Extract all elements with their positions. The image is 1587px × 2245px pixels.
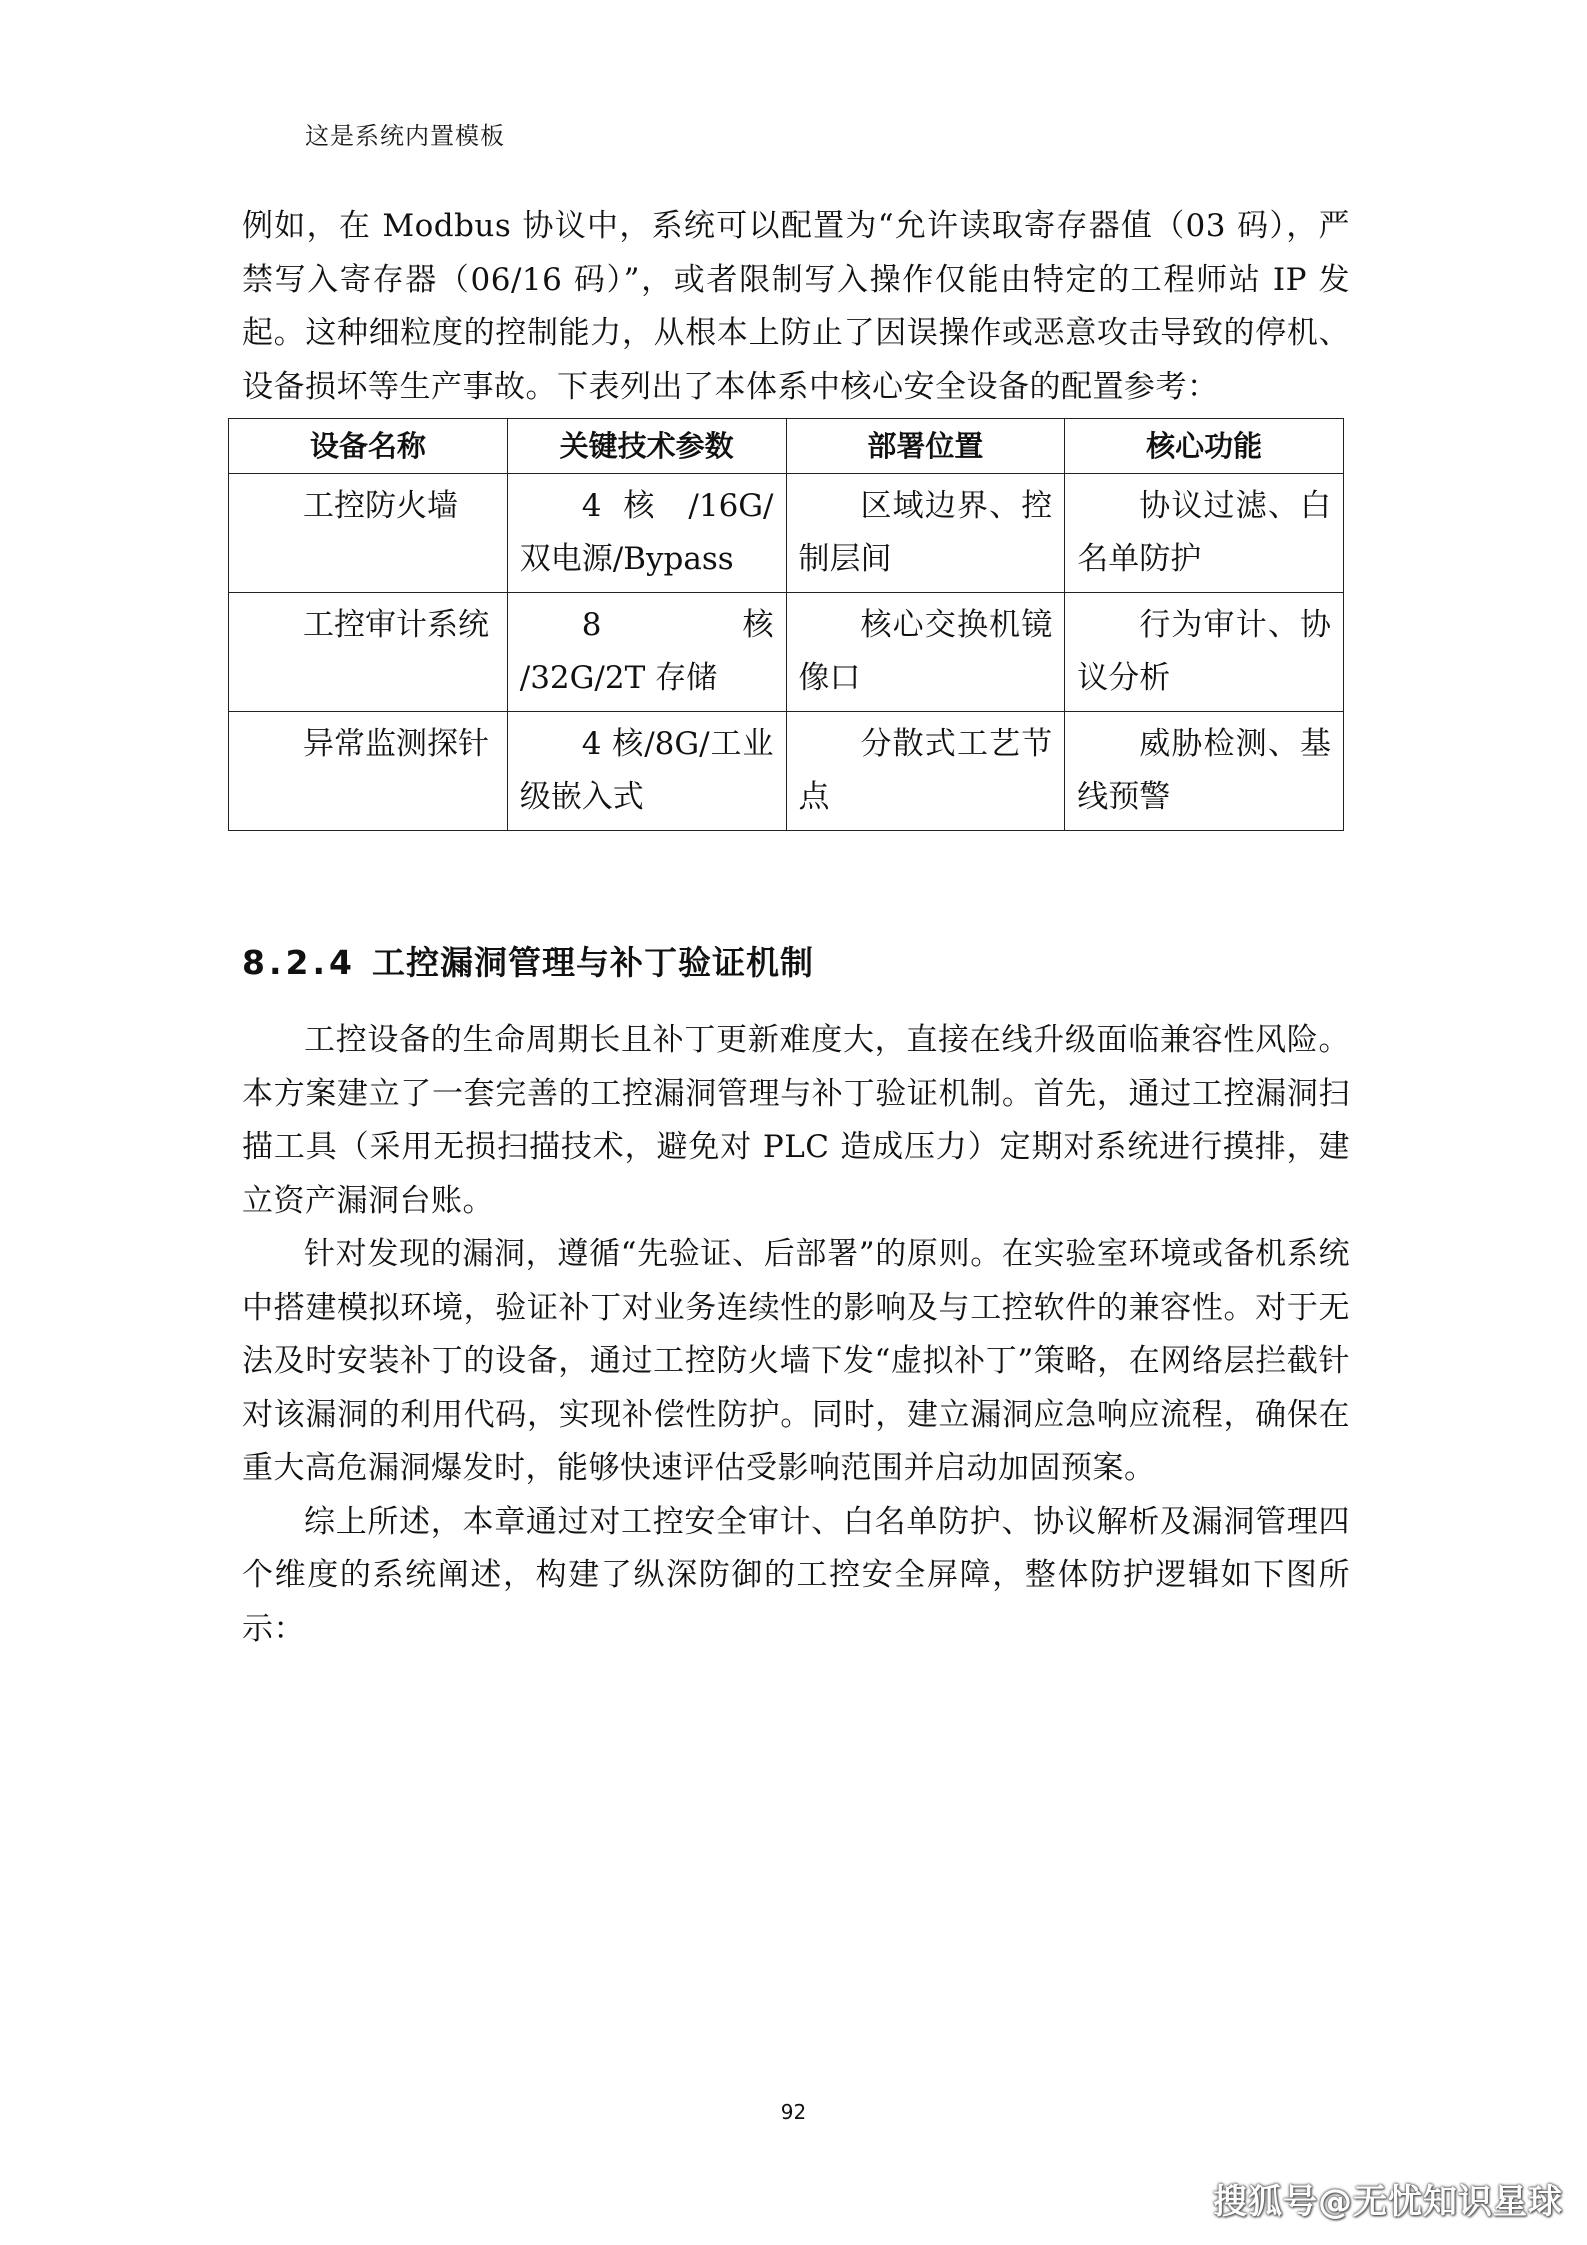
table-cell: 4 核/8G/工业级嵌入式 [507, 712, 786, 831]
section-title: 工控漏洞管理与补丁验证机制 [371, 943, 814, 982]
intro-paragraph: 例如，在 Modbus 协议中，系统可以配置为“允许读取寄存器值（03 码），严禁写入寄存器（06/16 码）”，或者限制写入操作仅能由特定的工程师站 IP 发起。这种细粒度的控制能力，从根本上防止了因误操作或恶意攻击导致的停机、设备损坏等生产事故。下表列出了本体系中核心安全设备的配置参考： [242, 208, 1350, 405]
table-cell: 8 核 /32G/2T 存储 [507, 593, 786, 712]
header-note: 这是系统内置模板 [305, 122, 505, 150]
section-number: 8.2.4 [242, 943, 356, 982]
table-header-row [229, 419, 1344, 474]
table-row [229, 593, 1344, 712]
watermark: 搜狐号@无忧知识星球 [1213, 2182, 1563, 2222]
table-cell: 核心交换机镜像口 [786, 593, 1065, 712]
table-header-cell: 核心功能 [1065, 419, 1344, 474]
table-cell: 威胁检测、基线预警 [1065, 712, 1344, 831]
table-row [229, 712, 1344, 831]
table-header-cell: 部署位置 [786, 419, 1065, 474]
table-cell: 区域边界、控制层间 [786, 474, 1065, 593]
section-heading [242, 937, 1350, 984]
page-number: 92 [780, 2100, 807, 2124]
table-header-cell: 设备名称 [229, 419, 508, 474]
table-cell: 4 核 /16G/ 双电源/Bypass [507, 474, 786, 593]
body-paragraph: 针对发现的漏洞，遵循“先验证、后部署”的原则。在实验室环境或备机系统中搭建模拟环境，验证补丁对业务连续性的影响及与工控软件的兼容性。对于无法及时安装补丁的设备，通过工控防火墙下发“虚拟补丁”策略，在网络层拦截针对该漏洞的利用代码，实现补偿性防护。同时，建立漏洞应急响应流程，确保在重大高危漏洞爆发时，能够快速评估受影响范围并启动加固预案。 [242, 1236, 1350, 1486]
table-cell: 分散式工艺节点 [786, 712, 1065, 831]
table-cell: 工控防火墙 [229, 474, 508, 593]
table-cell: 异常监测探针 [229, 712, 508, 831]
table-row [229, 474, 1344, 593]
table-cell: 协议过滤、白名单防护 [1065, 474, 1344, 593]
document-body [242, 200, 1350, 1656]
table-header-cell: 关键技术参数 [507, 419, 786, 474]
device-config-table [228, 418, 1344, 831]
body-paragraph: 综上所述，本章通过对工控安全审计、白名单防护、协议解析及漏洞管理四个维度的系统阐述，构建了纵深防御的工控安全屏障，整体防护逻辑如下图所示： [242, 1503, 1350, 1647]
table-cell: 行为审计、协议分析 [1065, 593, 1344, 712]
table-cell: 工控审计系统 [229, 593, 508, 712]
body-paragraph: 工控设备的生命周期长且补丁更新难度大，直接在线升级面临兼容性风险。本方案建立了一套完善的工控漏洞管理与补丁验证机制。首先，通过工控漏洞扫描工具（采用无损扫描技术，避免对 PLC 造成压力）定期对系统进行摸排，建立资产漏洞台账。 [242, 1022, 1350, 1219]
